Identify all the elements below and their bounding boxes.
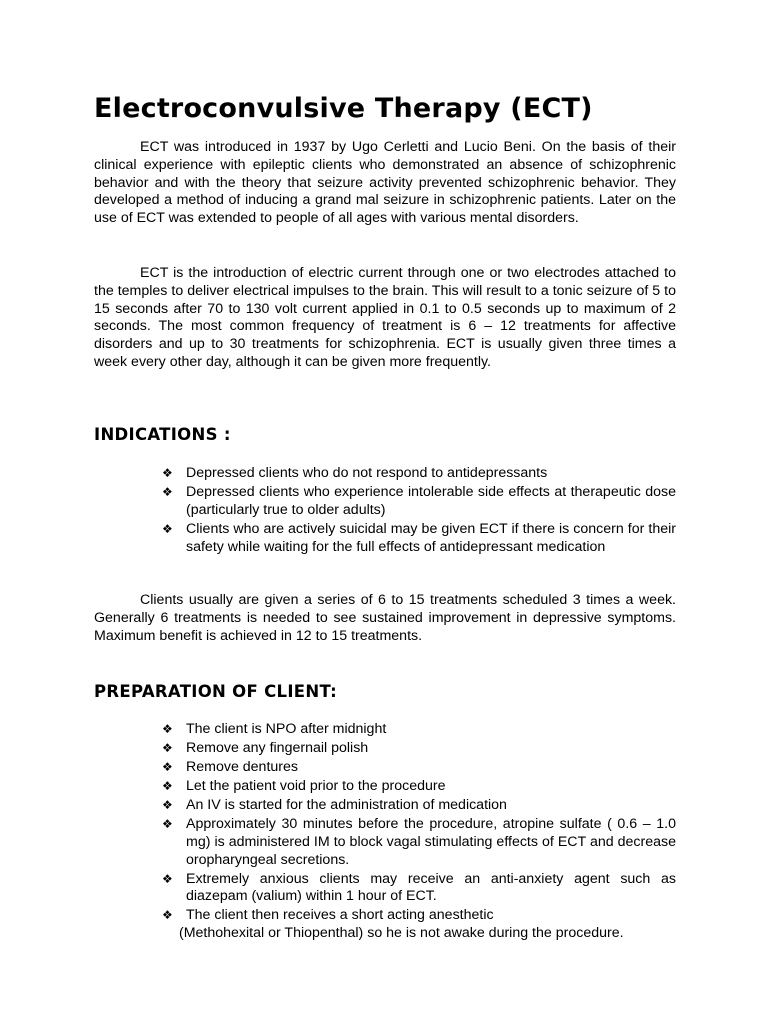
indications-list [162, 465, 676, 558]
diamond-bullet-icon: ❖ [162, 521, 173, 536]
list-item-text-continuation: (Methohexital or Thiopenthal) so he is not awake during the procedure. [179, 925, 624, 942]
list-item-text: Depressed clients who do not respond to antidepressants [186, 465, 548, 481]
diamond-bullet-icon: ❖ [162, 740, 173, 755]
indications-heading: INDICATIONS : [94, 425, 231, 444]
diamond-bullet-icon: ❖ [162, 871, 173, 886]
list-item [162, 759, 676, 777]
list-item [162, 816, 676, 869]
list-item-text: An IV is started for the administration of medication [186, 796, 507, 813]
list-item-text: Remove dentures [186, 758, 298, 775]
list-item-text: Extremely anxious clients may receive an anti-anxiety agent such as diazepam (valium) within 1 hour of ECT. [186, 870, 676, 905]
list-item-text: Clients who are actively suicidal may be given ECT if there is concern for their safety while waiting for the full effects of antidepressant medication [186, 520, 676, 555]
document-title: Electroconvulsive Therapy (ECT) [94, 93, 593, 124]
list-item [162, 907, 676, 943]
list-item [162, 797, 676, 815]
diamond-bullet-icon: ❖ [162, 908, 173, 923]
diamond-bullet-icon: ❖ [162, 816, 173, 831]
diamond-bullet-icon: ❖ [162, 759, 173, 774]
list-item [162, 484, 676, 520]
preparation-list [162, 721, 676, 944]
intro-paragraph-1: ECT was introduced in 1937 by Ugo Cerletti and Lucio Beni. On the basis of their clinical experience with epileptic clients who demonstrated an absence of schizophrenic behavior and with the theory that seizure activity prevented schizophrenic behavior. They developed a method of inducing a grand mal seizure in schizophrenic patients. Later on the use of ECT was extended to people of all ages with various mental disorders. [94, 139, 676, 227]
diamond-bullet-icon: ❖ [162, 722, 173, 736]
list-item [162, 740, 676, 758]
intro-paragraph-2: ECT is the introduction of electric current through one or two electrodes attached to the temples to deliver electrical impulses to the brain. This will result to a tonic seizure of 5 to 15 seconds after 70 to 130 volt current applied in 0.1 to 0.5 seconds up to maximum of 2 seconds. The most common frequency of treatment is 6 – 12 treatments for affective disorders and up to 30 treatments for schizophrenia. ECT is usually given three times a week every other day, although it can be given more frequently. [94, 265, 676, 370]
list-item [162, 521, 676, 557]
list-item [162, 465, 676, 483]
diamond-bullet-icon: ❖ [162, 797, 173, 812]
diamond-bullet-icon: ❖ [162, 466, 173, 480]
diamond-bullet-icon: ❖ [162, 778, 173, 793]
list-item [162, 721, 676, 739]
list-item-text: The client is NPO after midnight [186, 721, 387, 737]
list-item [162, 778, 676, 796]
preparation-heading: PREPARATION OF CLIENT: [94, 682, 338, 701]
list-item-text: The client then receives a short acting anesthetic [186, 907, 494, 924]
diamond-bullet-icon: ❖ [162, 484, 173, 499]
indications-summary-paragraph: Clients usually are given a series of 6 to 15 treatments scheduled 3 times a week. Generally 6 treatments is needed to see sustained improvement in depressive symptoms. Maximum benefit is achieved in 12 to 15 treatments. [94, 592, 676, 644]
list-item-text: Approximately 30 minutes before the procedure, atropine sulfate ( 0.6 – 1.0 mg) is administered IM to block vagal stimulating effects of ECT and decrease oropharyngeal secretions. [186, 815, 676, 868]
list-item [162, 871, 676, 907]
list-item-text: Let the patient void prior to the procedure [186, 777, 446, 794]
list-item-text: Remove any fingernail polish [186, 739, 369, 756]
list-item-text: Depressed clients who experience intolerable side effects at therapeutic dose (particularly true to older adults) [186, 483, 676, 518]
